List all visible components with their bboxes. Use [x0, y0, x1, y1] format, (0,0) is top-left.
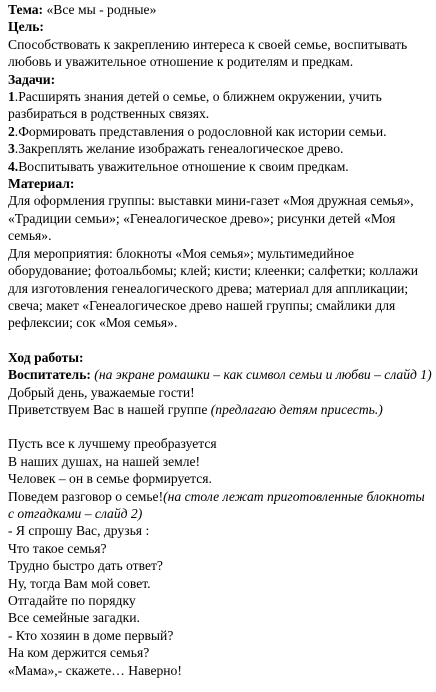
task-item-3: 3.Закреплять желание изображать генеалогическое древо. [8, 141, 344, 157]
poem-line-3: Человек – он в семье формируется. [8, 471, 212, 487]
riddle-line-8: На ком держится семья? [8, 645, 150, 661]
riddle-line-9: «Мама»,- скажете… Наверно! [8, 662, 182, 678]
riddle-line-7: - Кто хозяин в доме первый? [8, 627, 174, 643]
task-item-4: 4.Воспитывать уважительное отношение к своим предкам. [8, 158, 349, 174]
talk-line [8, 488, 430, 523]
topic-label: Тема: [8, 2, 44, 17]
tasks-label: Задачи: [8, 71, 56, 87]
material-decoration-text: Для оформления группы: выставки мини-газет «Моя дружная семья», «Традиции семьи»; «Генеалогическое древо»; рисунки детей «Моя семья». [8, 193, 414, 244]
teacher-note: (на экране ромашки – как символ семьи и любви – слайд 1) [90, 367, 432, 383]
welcome-line [8, 401, 430, 418]
task-item-2: 2.Формировать представления о родословной как истории семьи. [8, 123, 387, 139]
task-item-1: 1.Расширять знания детей о семье, о ближнем окружении, учить разбираться в родственных связях. [8, 89, 382, 122]
goal-text: Способствовать к закреплению интереса к своей семье, воспитывать любовь и уважительное отношение к родителям и предкам. [8, 36, 408, 70]
welcome-note: (предлагаю детям присесть.) [210, 401, 383, 417]
spacer [8, 418, 430, 435]
teacher-line [8, 366, 430, 383]
riddle-line-3: Трудно быстро дать ответ? [8, 558, 163, 574]
talk-note: (на столе лежат приготовленные блокноты с отгадками – слайд 2) [8, 488, 425, 521]
riddle-line-2: Что такое семья? [8, 540, 107, 556]
riddle-line-4: Ну, тогда Вам мой совет. [8, 575, 151, 591]
talk-text: Поведем разговор о семье! [8, 488, 164, 504]
goal-label: Цель: [8, 19, 44, 35]
welcome-text: Приветствуем Вас в нашей группе [8, 401, 211, 417]
poem-line-1: Пусть все к лучшему преобразуется [8, 436, 217, 452]
workflow-heading: Ход работы: [8, 349, 84, 365]
material-event-text: Для мероприятия: блокноты «Моя семья»; мультимедийное оборудование; фотоальбомы; клей; кисти; клеенки; салфетки; коллажи для изготовления генеалогического древа; материал для аппликации; свеча; макет «Генеалогическое древо нашей группы; смайлики для рефлексии; сок «Моя семья». [8, 245, 419, 331]
riddle-line-1: - Я спрошу Вас, друзья : [8, 523, 150, 539]
topic-text: «Все мы - родные» [43, 2, 157, 17]
greeting-line: Добрый день, уважаемые гости! [8, 384, 195, 400]
topic-line [8, 1, 430, 18]
teacher-label: Воспитатель: [8, 367, 91, 383]
riddle-line-5: Отгадайте по порядку [8, 593, 136, 608]
spacer [8, 332, 430, 349]
material-label: Материал: [8, 176, 75, 192]
poem-line-2: В наших душах, на нашей земле! [8, 453, 201, 469]
riddle-line-6: Все семейные загадки. [8, 610, 140, 626]
